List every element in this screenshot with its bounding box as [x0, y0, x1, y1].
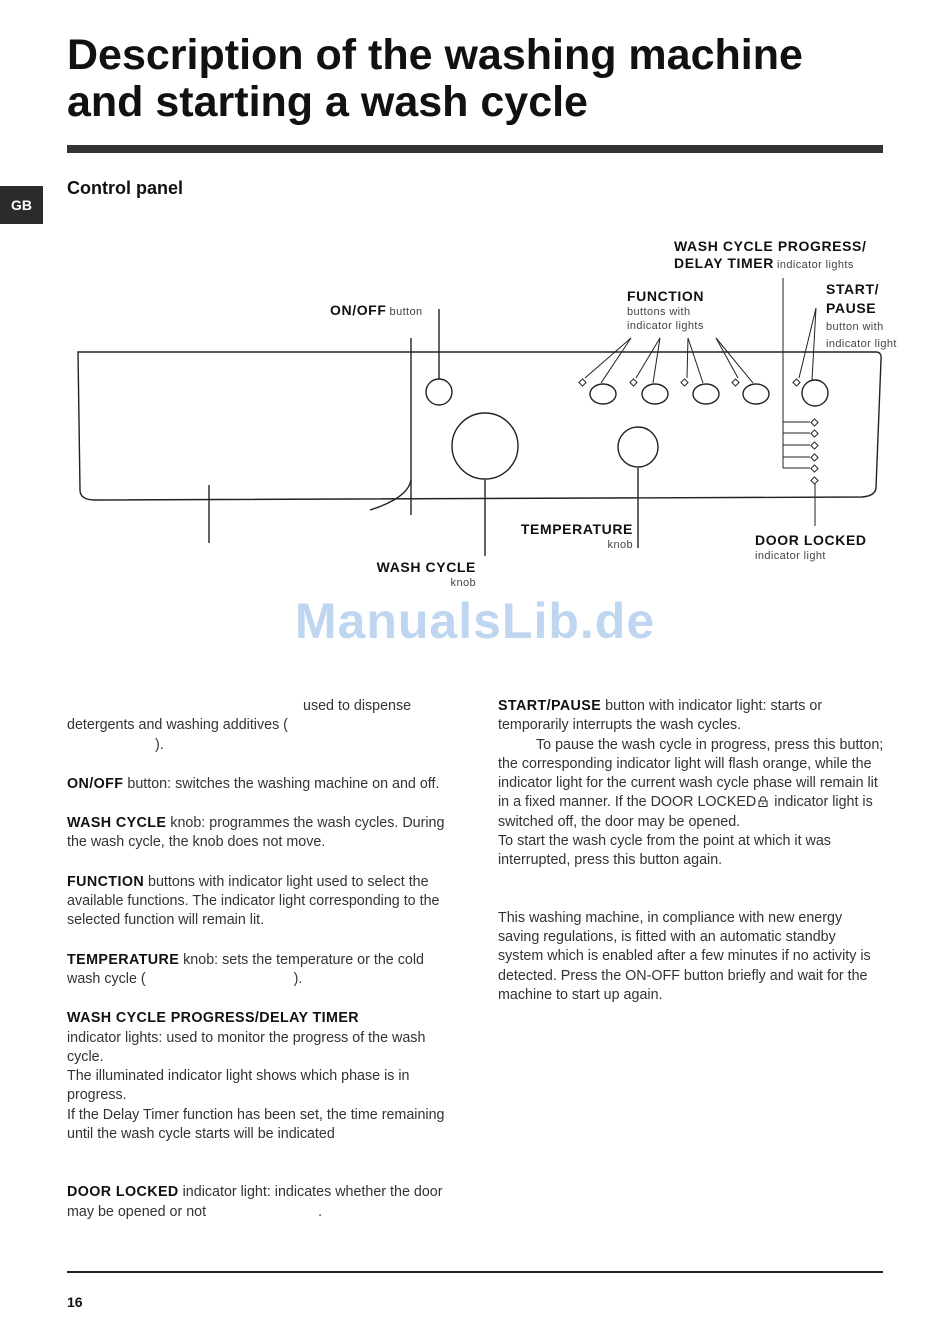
- label-progress: WASH CYCLE PROGRESS/ DELAY TIMER indicator lights: [674, 238, 867, 271]
- function-button-1: [590, 384, 616, 404]
- label-door-locked: DOOR LOCKED indicator light: [755, 532, 867, 562]
- function-button-2: [642, 384, 668, 404]
- title-line-1: Description of the washing machine: [67, 31, 803, 79]
- progress-indicator-dots: [811, 419, 818, 484]
- label-onoff: ON/OFF button: [330, 302, 423, 318]
- para-standby: This washing machine, in compliance with new energy saving regulations, is fitted with an automatic standby system which is enabled after a few minutes if no activity is detected. Press the ON-OFF button briefly and wait for the machine to start up again.: [498, 909, 871, 1003]
- para-start-pause: START/PAUSE button with indicator light: starts or temporarily interrupts the wash cycles. To pause the wash cycle in progress, press this button; the corresponding indicator light will flash orange, while the indicator light for the current wash cycle phase will remain lit in a fixed manner. If the DOOR LOCKED indicator light is switched off, the door may be opened. To start the wash cycle from the point at which it was interrupted, press this button again.: [498, 698, 884, 869]
- progress-bracket: [783, 278, 810, 468]
- start-pause-indicator-dot: [793, 379, 800, 386]
- onoff-button-shape: [426, 379, 452, 405]
- label-start-pause: START/ PAUSE button with indicator light: [826, 281, 897, 350]
- para-function: FUNCTION buttons with indicator light used to select the available functions. The indicator light corresponding to the selected function will remain lit.: [67, 873, 440, 929]
- start-pause-button-shape: [802, 380, 828, 406]
- page-title: [67, 32, 917, 126]
- right-column: [498, 697, 884, 1025]
- page-number: 16: [67, 1294, 83, 1310]
- title-rule: [67, 145, 883, 153]
- dispenser-curve: [370, 480, 411, 510]
- footer-rule: [67, 1271, 883, 1273]
- lock-icon: [758, 796, 768, 807]
- para-dispenser: used to dispense detergents and washing additives ( ).: [67, 698, 412, 753]
- language-tab: GB: [0, 186, 43, 224]
- para-door-locked: DOOR LOCKED indicator light: indicates whether the door may be opened or not .: [67, 1184, 443, 1220]
- control-panel-diagram: [0, 230, 950, 600]
- temperature-knob-shape: [618, 427, 658, 467]
- function-button-4: [743, 384, 769, 404]
- para-onoff: ON/OFF button: switches the washing machine on and off.: [67, 775, 440, 792]
- para-wash-cycle: WASH CYCLE knob: programmes the wash cycles. During the wash cycle, the knob does not move.: [67, 815, 445, 851]
- label-function: FUNCTION buttons with indicator lights: [627, 288, 705, 332]
- start-pause-leaders: [799, 308, 816, 380]
- panel-outline: [78, 352, 881, 500]
- section-title: Control panel: [67, 178, 183, 198]
- title-line-2: and starting a wash cycle: [67, 78, 588, 126]
- watermark: ManualsLib.de: [294, 593, 656, 649]
- label-wash-cycle: WASH CYCLE knob: [376, 559, 476, 589]
- left-column: [67, 697, 453, 1242]
- para-temperature: TEMPERATURE knob: sets the temperature or the cold wash cycle ( ).: [67, 951, 424, 987]
- function-leaders: [585, 338, 753, 383]
- para-progress: WASH CYCLE PROGRESS/DELAY TIMER indicator lights: used to monitor the progress of the wash cycle. The illuminated indicator light shows which phase is in progress. If the Delay Timer function has been set, the time remaining until the wash cycle starts will be indicated: [67, 1010, 445, 1143]
- wash-cycle-knob-shape: [452, 413, 518, 479]
- function-button-3: [693, 384, 719, 404]
- label-temperature: TEMPERATURE knob: [520, 521, 633, 551]
